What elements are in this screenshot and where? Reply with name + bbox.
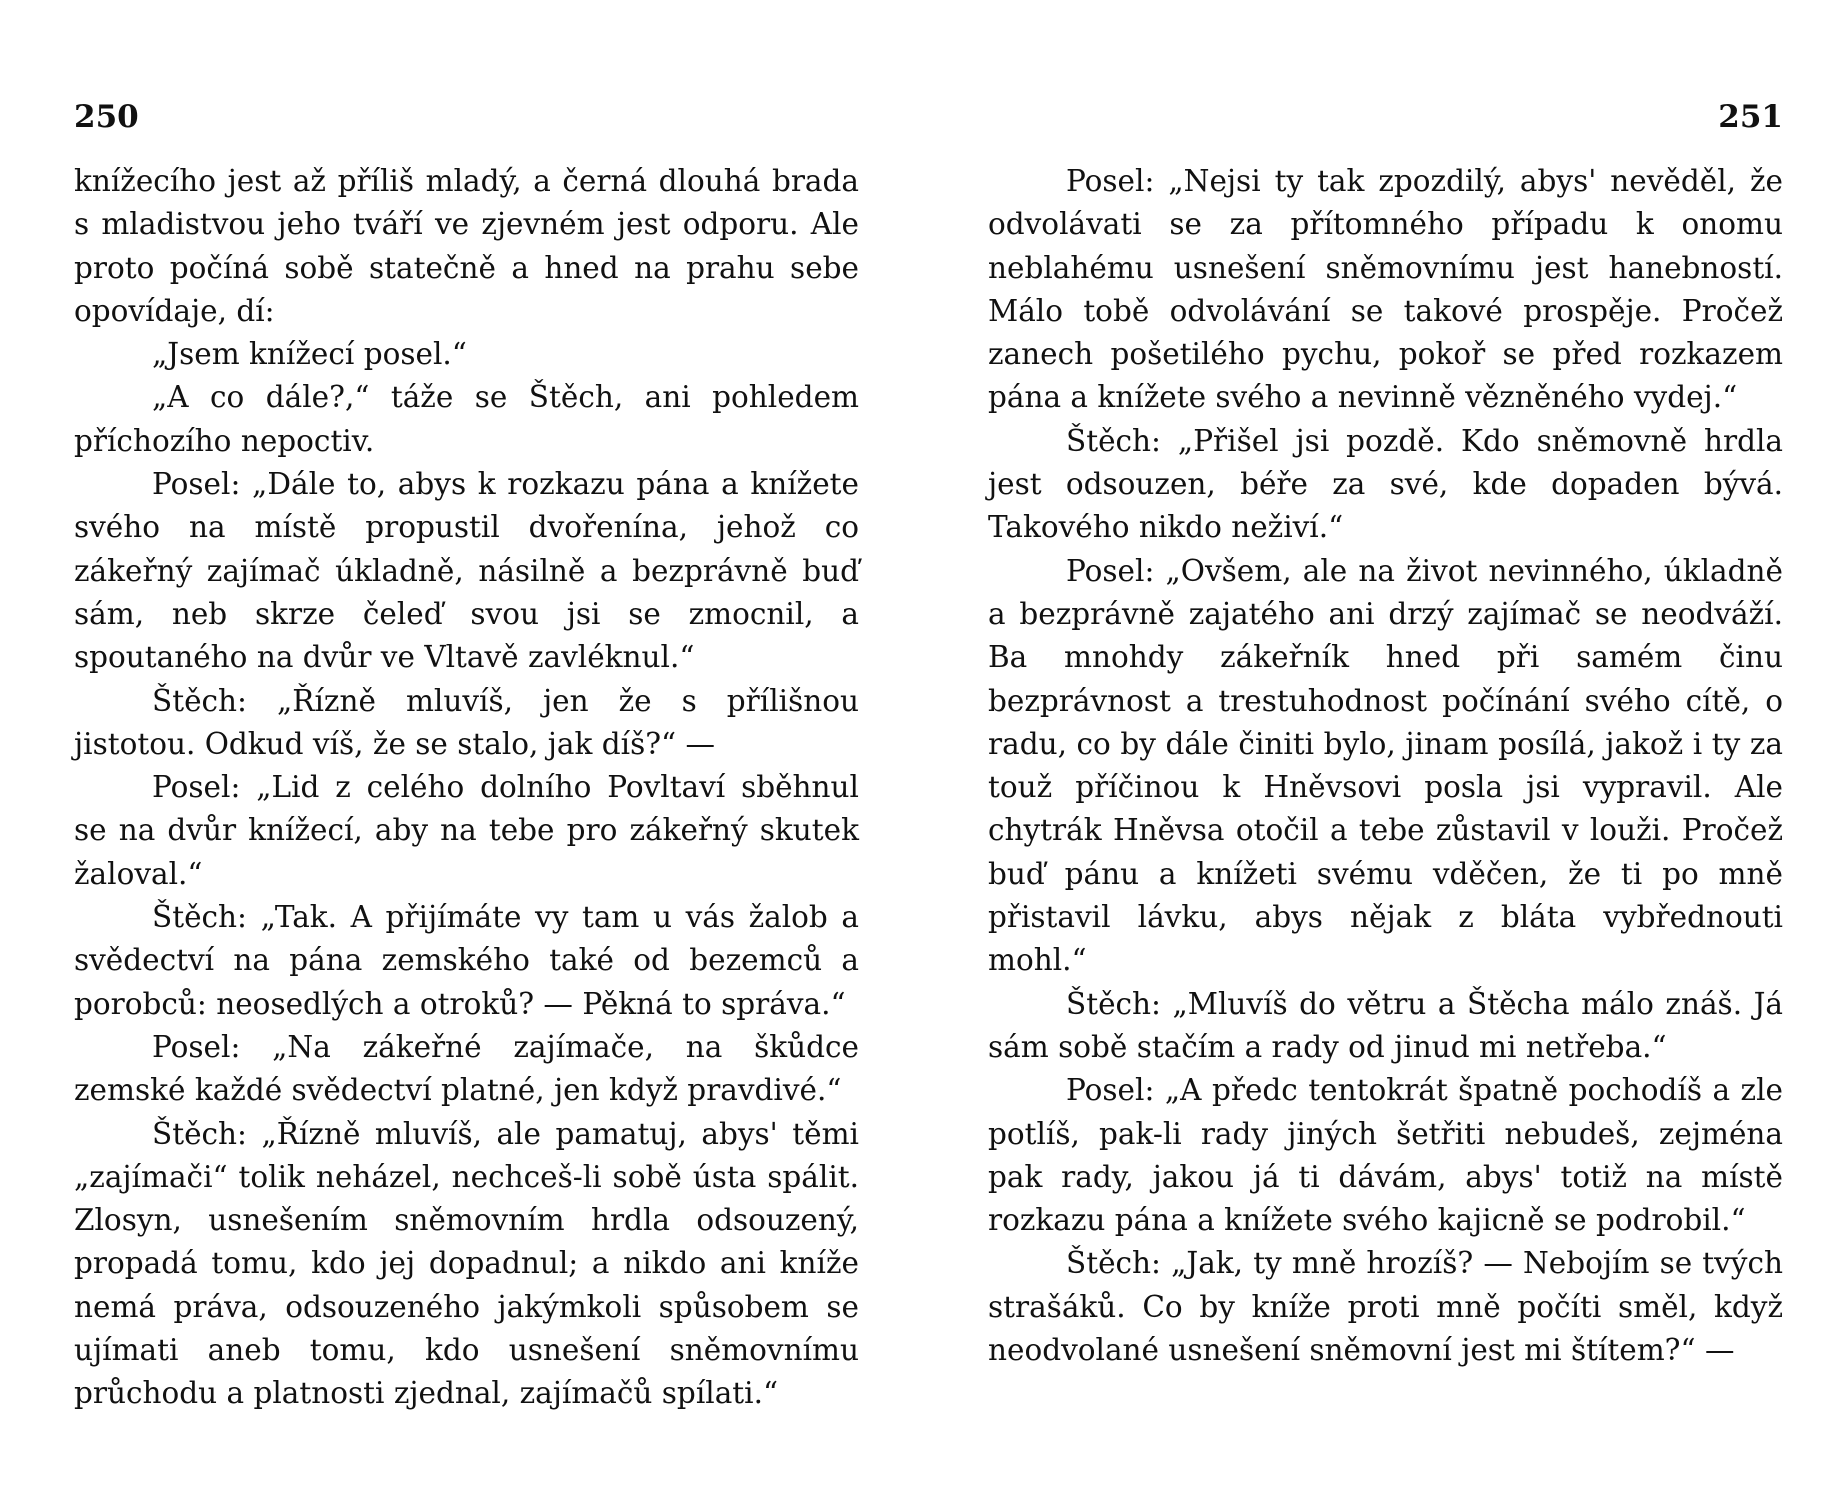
paragraph: Štěch: „Řízně mluvíš, ale pamatuj, abys' těmi „zajímači“ tolik neházel, nechceš-li sobě ústa spálit. Zlosyn, usnešením sněmovním hrdla odsouzený, propadá tomu, kdo jej dopadnul; a nikdo ani kníže nemá práva, odsouzeného jakýmkoli spůsobem se ujímati aneb tomu, kdo usnešení sněmovnímu průchodu a platnosti zjednal, zajímačů spílati.“ (74, 1116, 859, 1411)
paragraph: „Jsem knížecí posel.“ (152, 337, 467, 372)
paragraph: Štěch: „Řízně mluvíš, jen že s přílišnou jistotou. Odkud víš, že se stalo, jak díš?“ — (74, 683, 859, 761)
paragraph: Štěch: „Mluvíš do větru a Štěcha málo znáš. Já sám sobě stačím a rady od jinud mi netřeba.“ (988, 986, 1783, 1064)
paragraph: Štěch: „Jak, ty mně hrozíš? — Nebojím se tvých strašáků. Co by kníže proti mně počíti směl, když neodvolané usnešení sněmovní jest mi štítem?“ — (988, 1246, 1783, 1368)
page-number: 250 (74, 99, 139, 135)
paragraph: Posel: „Lid z celého dolního Povltaví sběhnul se na dvůr knížecí, aby na tebe pro zákeřný skutek žaloval.“ (74, 770, 859, 891)
left-page (74, 98, 859, 1416)
page-number: 251 (1718, 99, 1783, 135)
paragraph: Posel: „Ovšem, ale na život nevinného, úkladně a bezprávně zajatého ani drzý zajímač se neodváží. Ba mnohdy zákeřník hned při samém činu bezprávnost a trestuhodnost počínání svého cítě, o radu, co by dále činiti bylo, jinam posílá, jakož i ty za touž příčinou k Hněvsovi posla jsi vypravil. Ale chytrák Hněvsa otočil a tebe zůstavil v louži. Pročež buď pánu a knížeti svému vděčen, že ti po mně přistavil lávku, abys nějak z bláta vybřednouti mohl.“ (988, 553, 1783, 978)
paragraph: Posel: „A předc tentokrát špatně pochodíš a zle potlíš, pak-li rady jiných šetřiti nebudeš, zejména pak rady, jakou já ti dávám, abys' totiž na místě rozkazu pána a knížete svého kajicně se podrobil.“ (988, 1073, 1783, 1238)
paragraph: Posel: „Na zákeřné zajímače, na škůdce zemské každé svědectví platné, jen když pravdivé.“ (74, 1029, 859, 1108)
paragraph: Štěch: „Tak. A přijímáte vy tam u vás žalob a svědectví na pána zemského také od bezemců a porobců: neosedlých a otroků? — Pěkná to správa.“ (74, 900, 859, 1021)
paragraph: „A co dále?,“ táže se Štěch, ani pohledem příchozího nepoctiv. (74, 380, 859, 458)
paragraph: Posel: „Nejsi ty tak zpozdilý, abys' nevěděl, že odvolávati se za přítomného případu k onomu neblahému usnešení sněmovnímu jest hanebností. Málo tobě odvolávání se takové prospěje. Pročež zanech pošetilého pychu, pokoř se před rozkazem pána a knížete svého a nevinně vězněného vydej.“ (988, 164, 1783, 415)
paragraph: Posel: „Dále to, abys k rozkazu pána a knížete svého na místě propustil dvořenína, jehož co zákeřný zajímač úkladně, násilně a bezprávně buď sám, neb skrze čeleď svou jsi se zmocnil, a spoutaného na dvůr ve Vltavě zavléknul.“ (74, 467, 859, 675)
paragraph: knížecího jest až příliš mladý, a černá dlouhá brada s mladistvou jeho tváří ve zjevném jest odporu. Ale proto počíná sobě statečně a hned na prahu sebe opovídaje, dí: (74, 164, 859, 328)
paragraph: Štěch: „Přišel jsi pozdě. Kdo sněmovně hrdla jest odsouzen, béře za své, kde dopaden bývá. Takového nikdo neživí.“ (988, 423, 1783, 545)
right-page (988, 98, 1783, 1372)
